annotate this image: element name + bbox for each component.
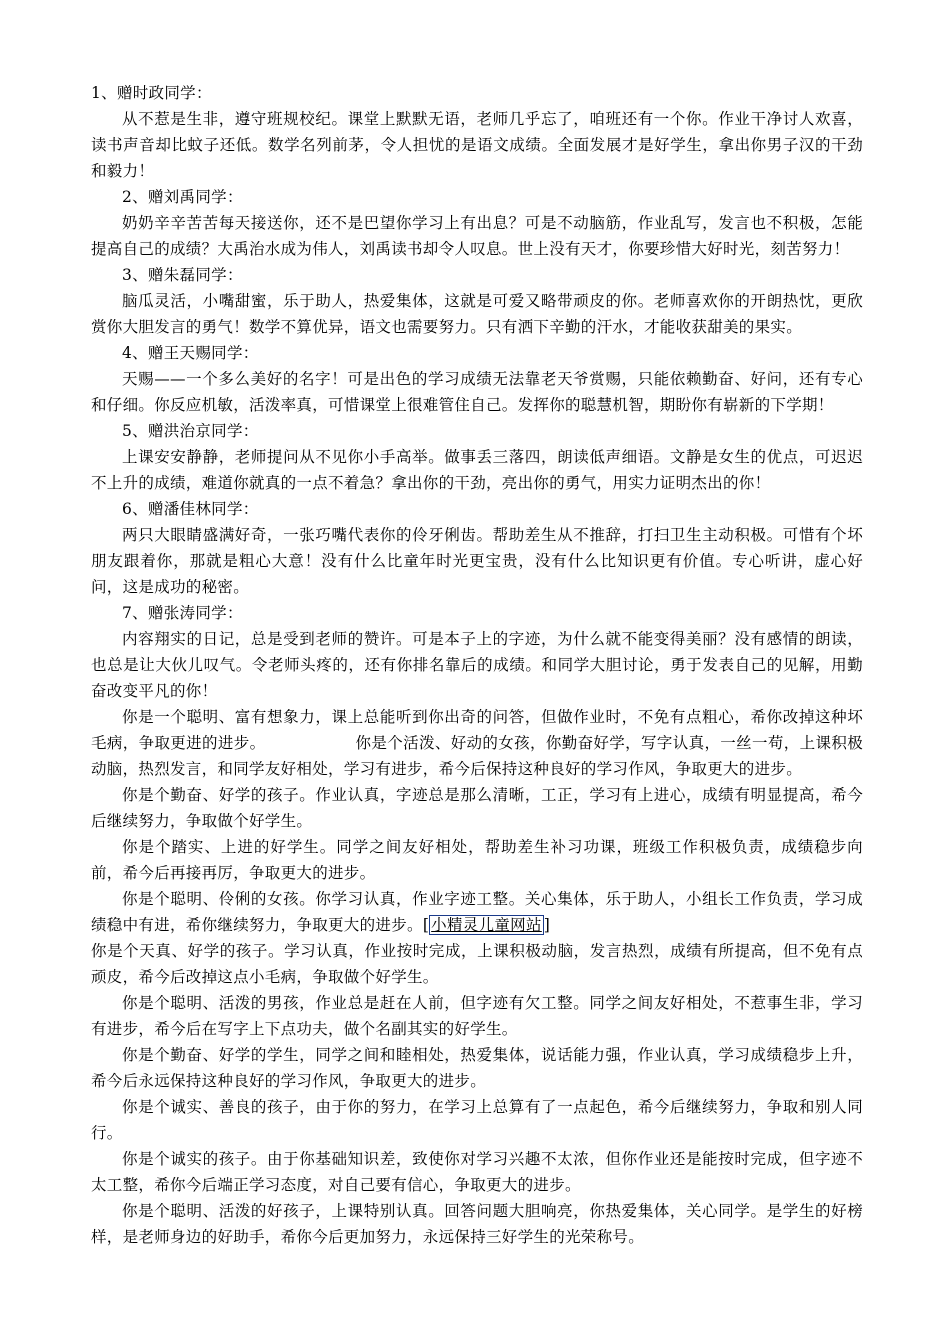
comment-paragraph: 5、赠洪治京同学：	[122, 422, 259, 440]
comment-paragraph: 1、赠时政同学：	[91, 84, 212, 102]
site-link[interactable]: 小精灵儿童网站	[431, 916, 542, 934]
comment-paragraph: 你是个踏实、上进的好学生。同学之间友好相处，帮助差生补习功课，班级工作积极负责，成绩稳步向前，希今后再接再厉，争取更大的进步。	[91, 838, 863, 882]
closing-comments-section	[91, 938, 863, 1250]
comment-paragraph: 内容翔实的日记，总是受到老师的赞许。可是本子上的字迹，为什么就不能变得美丽？没有感情的朗读，也总是让大伙儿叹气。令老师头疼的，还有你排名靠后的成绩。和同学大胆讨论，勇于发表自己的见解，用勤奋改变平凡的你！	[91, 630, 863, 700]
comment-paragraph: 7、赠张涛同学：	[122, 604, 243, 622]
comment-paragraph: 脑瓜灵活，小嘴甜蜜，乐于助人，热爱集体，这就是可爱又略带顽皮的你。老师喜欢你的开朗热忱，更欣赏你大胆发言的勇气！数学不算优异，语文也需要努力。只有洒下辛勤的汗水，才能收获甜美的果实。	[91, 292, 863, 336]
general-comments-section	[91, 782, 863, 886]
comment-text: 你是个聪明、伶俐的女孩。你学习认真，作业字迹工整。关心集体，乐于助人，小组长工作负责，学习成绩稳中有进，希你继续努力，争取更大的进步。	[91, 890, 863, 934]
link-bracket-open: [	[422, 916, 430, 934]
comment-paragraph: 你是个诚实的孩子。由于你基础知识差，致使你对学习兴趣不太浓，但你作业还是能按时完成，但字迹不太工整，希你今后端正学习态度，对自己要有信心，争取更大的进步。	[91, 1150, 863, 1194]
comment-text: 你是个活泼、好动的女孩，你勤奋好学，写字认真，一丝一苟，上课积极动脑，热烈发言，和同学友好相处，学习有进步，希今后保持这种良好的学习作风，争取更大的进步。	[91, 734, 863, 778]
comment-paragraph: 你是个天真、好学的孩子。学习认真，作业按时完成，上课积极动脑，发言热烈，成绩有所提高，但不免有点顽皮，希今后改掉这点小毛病，争取做个好学生。	[91, 942, 863, 986]
comment-paragraph: 你是个勤奋、好学的孩子。作业认真，字迹总是那么清晰，工正，学习有上进心，成绩有明显提高，希今后继续努力，争取做个好学生。	[91, 786, 863, 830]
comment-paragraph: 奶奶辛辛苦苦每天接送你，还不是巴望你学习上有出息？可是不动脑筋，作业乱写，发言也不积极，怎能提高自己的成绩？大禹治水成为伟人，刘禹读书却令人叹息。世上没有天才，你要珍惜大好时光，刻苦努力！	[91, 214, 863, 258]
comment-text: 你是一个聪明、富有想象力，课上总能听到你出奇的问答，但做作业时，不免有点粗心，希你改掉这种坏毛病，争取更进的进步。	[91, 708, 863, 752]
comment-paragraph: 两只大眼睛盛满好奇，一张巧嘴代表你的伶牙俐齿。帮助差生从不推辞，打扫卫生主动积极。可惜有个坏朋友跟着你，那就是粗心大意！没有什么比童年时光更宝贵，没有什么比知识更有价值。专心听讲，虚心好问，这是成功的秘密。	[91, 526, 863, 596]
link-comment-paragraph	[91, 886, 863, 938]
comment-paragraph: 你是个聪明、活泼的男孩，作业总是赶在人前，但字迹有欠工整。同学之间友好相处，不惹事生非，学习有进步，希今后在写字上下点功夫，做个名副其实的好学生。	[91, 994, 863, 1038]
comment-paragraph: 4、赠王天赐同学：	[122, 344, 259, 362]
comment-paragraph: 从不惹是生非，遵守班规校纪。课堂上默默无语，老师几乎忘了，咱班还有一个你。作业干净讨人欢喜，读书声音却比蚊子还低。数学名列前茅，令人担忧的是语文成绩。全面发展才是好学生，拿出你男子汉的干劲和毅力！	[91, 110, 863, 180]
document-page	[91, 80, 863, 1250]
link-bracket-close: ]	[543, 916, 551, 934]
student-comments-section	[91, 80, 863, 704]
comment-paragraph: 你是个聪明、活泼的好孩子，上课特别认真。回答问题大胆响亮，你热爱集体，关心同学。是学生的好榜样，是老师身边的好助手，希你今后更加努力，永远保持三好学生的光荣称号。	[91, 1202, 863, 1246]
comment-paragraph: 天赐——一个多么美好的名字！可是出色的学习成绩无法靠老天爷赏赐，只能依赖勤奋、好问，还有专心和仔细。你反应机敏，活泼率真，可惜课堂上很难管住自己。发挥你的聪慧机智，期盼你有崭新的下学期！	[91, 370, 863, 414]
comment-paragraph: 3、赠朱磊同学：	[122, 266, 243, 284]
comment-paragraph: 上课安安静静，老师提问从不见你小手高举。做事丢三落四，朗读低声细语。文静是女生的优点，可迟迟不上升的成绩，难道你就真的一点不着急？拿出你的干劲，亮出你的勇气，用实力证明杰出的你！	[91, 448, 863, 492]
comment-paragraph: 你是个诚实、善良的孩子，由于你的努力，在学习上总算有了一点起色，希今后继续努力，争取和别人同行。	[91, 1098, 863, 1142]
combined-comment-paragraph	[91, 704, 863, 782]
comment-paragraph: 你是个勤奋、好学的学生，同学之间和睦相处，热爱集体，说话能力强，作业认真，学习成绩稳步上升，希今后永远保持这种良好的学习作风，争取更大的进步。	[91, 1046, 863, 1090]
comment-paragraph: 6、赠潘佳林同学：	[122, 500, 259, 518]
comment-paragraph: 2、赠刘禹同学：	[122, 188, 243, 206]
